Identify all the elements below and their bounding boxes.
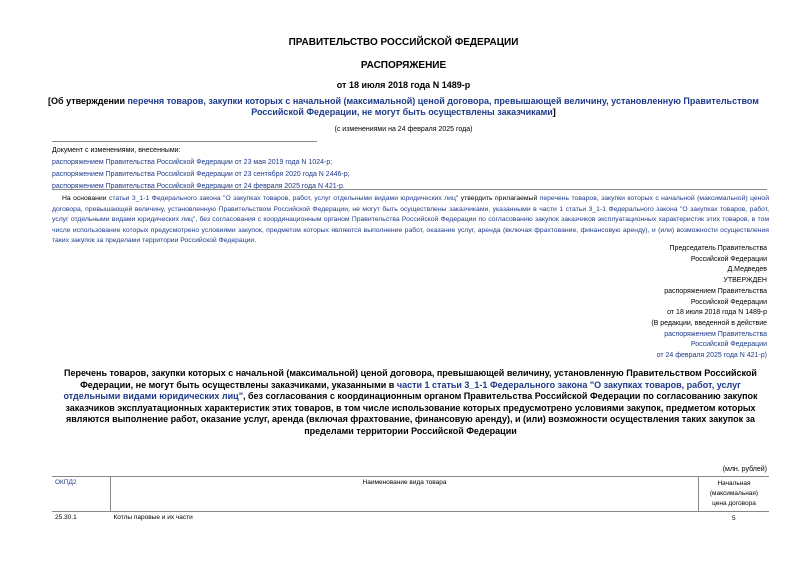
approved-line: от 18 июля 2018 года N 1489-р — [667, 309, 767, 317]
law-article-link[interactable]: статьи 3_1-1 Федерального закона "О закупках товаров, работ, услуг отдельными видами юридических лиц" — [108, 195, 459, 202]
signer-position: Председатель Правительства — [669, 245, 767, 252]
list-title-text: , без согласования с координационным органом Правительства Российской Федерации по согласованию закупок заказчиков эксплуатационных характеристик этих товаров, в том числе использование которых предусмотрено условиями закупок, предметом которых являются выполнение работ, оказание услуг, аренда (включая фрахтование, финансовую аренду), и (или) возможности осуществления таких закупок за пределами территории Российской Федерации — [65, 391, 758, 436]
list-link[interactable]: перечень товаров, закупки которых с начальной (максимальной) ценой договора, превышающей величину, установленную Правительством Российской Федерации, не могут быть осуществлены заказчиками, указанными в части 1 статьи 3_1-1 Федерального закона "О закупках товаров, работ, услуг отдельными видами юридических лиц", без согласования с координационным органом Правительства Российской Федерации по согласованию закупок заказчиков эксплуатационных характеристик этих товаров, в том числе использование которых предусмотрено условиями закупок, предметом которых являются выполнение работ, оказание услуг, аренда (включая фрахтование, финансовую аренду), и (или) возможности осуществления таких закупок за пределами территории Российской Федерации — [52, 195, 770, 244]
table-row — [52, 512, 769, 527]
edition-link[interactable]: распоряжением Правительства — [664, 330, 767, 338]
title-link[interactable]: перечня товаров, закупки которых с начальной (максимальной) ценой договора, превышающей величину, установленную Правительством Российской Федерации, не могут быть осуществлены заказчиками — [127, 96, 759, 117]
table-cell-name: Котлы паровые и их части — [113, 514, 193, 521]
amendment-link[interactable]: распоряжением Правительства Российской Федерации от 23 сентября 2020 года N 2446-р; — [52, 171, 350, 178]
document-title — [30, 96, 777, 118]
amendment-link[interactable]: распоряжением Правительства Российской Федерации от 23 мая 2019 года N 1024-р; — [52, 159, 333, 166]
signature-block — [560, 244, 767, 362]
paragraph-text: На основании — [62, 195, 109, 202]
list-title-text: Перечень товаров, закупки которых с начальной (максимальной) ценой договора, превышающей величину, установленную Правительством Российской Федерации, не могут быть осуществлены заказчиками, указанными в — [64, 368, 757, 390]
government-title: ПРАВИТЕЛЬСТВО РОССИЙСКОЙ ФЕДЕРАЦИИ — [288, 37, 519, 48]
list-title — [52, 368, 769, 438]
goods-table — [52, 476, 769, 526]
column-header-okpd2[interactable]: ОКПД2 — [52, 477, 111, 512]
divider — [52, 141, 317, 142]
paragraph-text: утвердить прилагаемый — [458, 195, 540, 202]
changes-note: (с изменениями на 24 февраля 2025 года) — [334, 126, 473, 133]
signer-position: Российской Федерации — [690, 255, 767, 263]
amendments-list — [52, 145, 552, 193]
currency-unit: (млн. рублей) — [722, 466, 767, 473]
title-close-bracket: ] — [552, 107, 556, 117]
table-cell-code: 25.30.1 — [55, 514, 77, 521]
signer-name: Д.Медведев — [727, 266, 767, 274]
table-header-row — [52, 477, 769, 512]
edition-date-link[interactable]: от 24 февраля 2025 года N 421-р) — [656, 352, 767, 360]
divider — [52, 189, 767, 190]
title-open-bracket: [Об утверждении — [48, 96, 128, 106]
table-cell-price: 5 — [731, 515, 736, 522]
approved-label: УТВЕРЖДЕН — [723, 277, 767, 285]
amendment-link[interactable]: распоряжением Правительства Российской Федерации от 24 февраля 2025 года N 421-р. — [52, 183, 345, 190]
approved-line: Российской Федерации — [690, 298, 767, 306]
paragraph-text: . — [254, 237, 257, 244]
edition-intro: (В редакции, введенной в действие — [651, 319, 767, 327]
edition-link[interactable]: Российской Федерации — [690, 341, 767, 349]
document-date-number: от 18 июля 2018 года N 1489-р — [336, 80, 471, 90]
order-paragraph — [52, 194, 769, 247]
column-header-name: Наименование вида товара — [111, 477, 699, 512]
amendments-intro: Документ с изменениями, внесенными: — [52, 147, 181, 154]
document-type: РАСПОРЯЖЕНИЕ — [360, 60, 447, 71]
column-header-price: Начальная (максимальная) цена договора — [699, 477, 770, 512]
approved-line: распоряжением Правительства — [664, 287, 767, 295]
law-part-link[interactable]: части 1 статьи 3_1-1 Федерального закона "О закупках товаров, работ, услуг отдельными видами юридических лиц" — [63, 379, 741, 402]
